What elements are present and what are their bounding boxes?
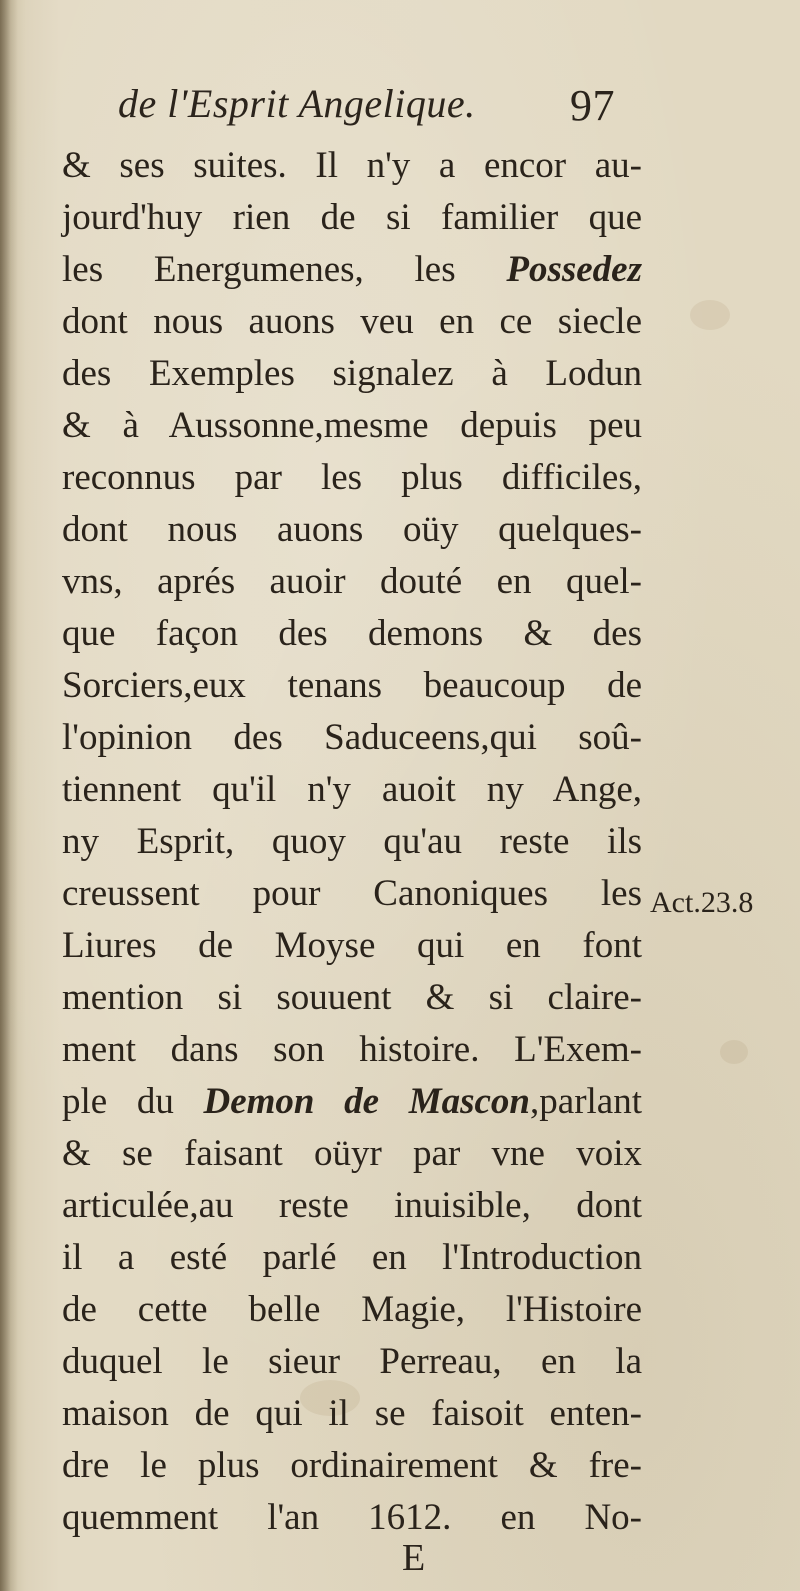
running-head-title: de l'Esprit Angelique.	[118, 81, 476, 126]
text-line: des Exemples signalez à Lodun	[62, 353, 642, 394]
text-line: mention si souuent & si claire-	[62, 977, 642, 1018]
margin-note: Act.23.8	[650, 886, 754, 919]
text-line: que façon des demons & des	[62, 613, 642, 654]
text-line: de cette belle Magie, l'Histoire	[62, 1289, 642, 1330]
text-line: dont nous auons oüy quelques-	[62, 509, 642, 550]
text-line: Liures de Moyse qui en font	[62, 925, 642, 966]
text-line: quemment l'an 1612. en No-	[62, 1497, 642, 1538]
text-line: dre le plus ordinairement & fre-	[62, 1445, 642, 1486]
text-line: ny Esprit, quoy qu'au reste ils	[62, 821, 642, 862]
text-line: l'opinion des Saduceens,qui soû-	[62, 717, 642, 758]
italic-phrase-demon-de-mascon: Demon de Mascon	[203, 1081, 531, 1122]
signature-mark: E	[402, 1537, 426, 1579]
text-line: & se faisant oüyr par vne voix	[62, 1133, 642, 1174]
text-line-segment: ,parlant	[530, 1081, 642, 1122]
text-line: & à Aussonne,mesme depuis peu	[62, 405, 642, 446]
running-head	[118, 80, 638, 140]
italic-word-possedez: Possedez	[506, 249, 642, 290]
text-line: dont nous auons veu en ce siecle	[62, 301, 642, 342]
text-line: vns, aprés auoir douté en quel-	[62, 561, 642, 602]
text-line: articulée,au reste inuisible, dont	[62, 1185, 642, 1226]
text-line: jourd'huy rien de si familier que	[62, 197, 642, 238]
text-line: il a esté parlé en l'Introduction	[62, 1237, 642, 1278]
text-line: tiennent qu'il n'y auoit ny Ange,	[62, 769, 642, 810]
page-number: 97	[570, 81, 615, 130]
text-line: maison de qui il se faisoit enten-	[62, 1393, 642, 1434]
text-line-segment: ple du	[62, 1081, 204, 1122]
text-line-segment: les Energumenes, les	[62, 249, 507, 290]
binding-gutter-shadow	[0, 0, 18, 1591]
text-line: creussent pour Canoniques les	[62, 873, 642, 914]
text-line: Sorciers,eux tenans beaucoup de	[62, 665, 642, 706]
text-line	[62, 1076, 642, 1128]
text-line: ment dans son histoire. L'Exem-	[62, 1029, 642, 1070]
text-line: & ses suites. Il n'y a encor au-	[62, 145, 642, 186]
text-line	[62, 244, 642, 296]
paper-stain	[690, 300, 730, 330]
paper-stain	[720, 1040, 748, 1064]
text-line: duquel le sieur Perreau, en la	[62, 1341, 642, 1382]
text-line: reconnus par les plus difficiles,	[62, 457, 642, 498]
